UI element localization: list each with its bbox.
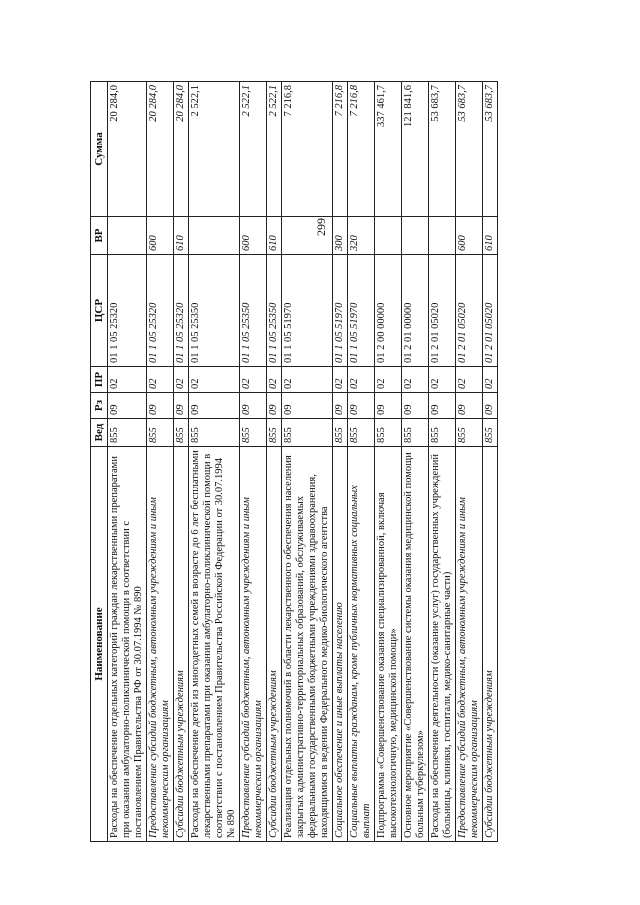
cell-pr: 02	[483, 367, 498, 393]
cell-ved: 855	[108, 419, 147, 447]
cell-rz: 09	[483, 393, 498, 419]
table-row	[189, 82, 240, 842]
cell-sum: 7 216,8	[348, 82, 375, 217]
cell-vr	[375, 217, 402, 255]
cell-csr: 01 2 01 05020	[456, 255, 483, 367]
table-row	[267, 82, 282, 842]
cell-pr: 02	[348, 367, 375, 393]
cell-name: Субсидии бюджетным учреждениям	[174, 447, 189, 842]
cell-sum: 20 284,0	[147, 82, 174, 217]
cell-name: Подпрограмма «Совершенствование оказания специализированной, включая высокотехнологичную, медицинской помощи»	[375, 447, 402, 842]
cell-name: Расходы на обеспечение отдельных категорий граждан лекарственными препаратами при оказании амбулаторно-поликлинической помощи в соответствии с постановлением Правительства РФ от 30.07.1994 № 890	[108, 447, 147, 842]
table-row	[240, 82, 267, 842]
cell-vr	[429, 217, 456, 255]
cell-rz: 09	[456, 393, 483, 419]
cell-sum: 20 284,0	[108, 82, 147, 217]
cell-sum: 2 522,1	[267, 82, 282, 217]
cell-name: Расходы на обеспечение деятельности (оказание услуг) государственных учреждений (больницы, клиники, госпитали, медико-санитарные части)	[429, 447, 456, 842]
cell-pr: 02	[267, 367, 282, 393]
header-csr: ЦСР	[91, 255, 108, 367]
cell-vr: 600	[147, 217, 174, 255]
cell-name: Расходы на обеспечение детей из многодетных семей в возрасте до 6 лет бесплатными лекарственными препаратами при оказании амбулаторно-поликлинической помощи в соответствии с постановлением Правительства Российской Федерации от 30.07.1994 № 890	[189, 447, 240, 842]
cell-pr: 02	[429, 367, 456, 393]
header-vr: ВР	[91, 217, 108, 255]
cell-ved: 855	[267, 419, 282, 447]
cell-rz: 09	[267, 393, 282, 419]
cell-ved: 855	[375, 419, 402, 447]
cell-rz: 09	[348, 393, 375, 419]
cell-ved: 855	[429, 419, 456, 447]
cell-vr	[189, 217, 240, 255]
cell-ved: 855	[282, 419, 333, 447]
header-rz: Рз	[91, 393, 108, 419]
budget-table	[90, 81, 498, 842]
cell-vr: 300	[333, 217, 348, 255]
cell-sum: 53 683,7	[483, 82, 498, 217]
header-name: Наименование	[91, 447, 108, 842]
page-number-text: 299	[314, 218, 328, 236]
table-row	[333, 82, 348, 842]
cell-csr: 01 2 01 05020	[483, 255, 498, 367]
table-row	[402, 82, 429, 842]
cell-pr: 02	[174, 367, 189, 393]
cell-ved: 855	[333, 419, 348, 447]
cell-vr: 610	[267, 217, 282, 255]
cell-sum: 7 216,8	[282, 82, 333, 217]
cell-rz: 09	[240, 393, 267, 419]
table-row	[108, 82, 147, 842]
cell-ved: 855	[189, 419, 240, 447]
cell-pr: 02	[189, 367, 240, 393]
table-row	[456, 82, 483, 842]
cell-csr: 01 1 05 51970	[348, 255, 375, 367]
cell-sum: 53 683,7	[456, 82, 483, 217]
cell-csr: 01 1 05 51970	[333, 255, 348, 367]
cell-pr: 02	[375, 367, 402, 393]
cell-sum: 2 522,1	[189, 82, 240, 217]
cell-csr: 01 1 05 25320	[147, 255, 174, 367]
cell-rz: 09	[174, 393, 189, 419]
rotated-page-content	[90, 82, 550, 842]
cell-csr: 01 2 01 05020	[429, 255, 456, 367]
cell-rz: 09	[189, 393, 240, 419]
cell-ved: 855	[147, 419, 174, 447]
cell-csr: 01 1 05 25350	[189, 255, 240, 367]
cell-csr: 01 2 00 00000	[375, 255, 402, 367]
cell-rz: 09	[402, 393, 429, 419]
table-row	[174, 82, 189, 842]
table-row	[375, 82, 402, 842]
cell-name: Предоставление субсидий бюджетным, автономным учреждениям и иным некоммерческим организациям	[456, 447, 483, 842]
cell-rz: 09	[108, 393, 147, 419]
cell-pr: 02	[333, 367, 348, 393]
header-pr: ПР	[91, 367, 108, 393]
cell-csr: 01 1 05 25320	[108, 255, 147, 367]
cell-ved: 855	[402, 419, 429, 447]
cell-vr: 610	[174, 217, 189, 255]
cell-vr	[282, 217, 333, 255]
table-row	[147, 82, 174, 842]
header-sum: Сумма	[91, 82, 108, 217]
table-row	[429, 82, 456, 842]
cell-name: Предоставление субсидий бюджетным, автономным учреждениям и иным некоммерческим организациям	[147, 447, 174, 842]
cell-ved: 855	[483, 419, 498, 447]
cell-name: Предоставление субсидий бюджетным, автономным учреждениям и иным некоммерческим организациям	[240, 447, 267, 842]
cell-name: Реализация отдельных полномочий в области лекарственного обеспечения населения закрытых административно-территориальных образований, обслуживаемых федеральными государственными бюджетными учреждениями здравоохранения, находящимися в ведении Федерального медико-биологического агентства	[282, 447, 333, 842]
table-row	[282, 82, 333, 842]
cell-vr: 600	[456, 217, 483, 255]
cell-csr: 01 1 05 51970	[282, 255, 333, 367]
cell-name: Основное мероприятие «Совершенствование системы оказания медицинской помощи больным туберкулезом»	[402, 447, 429, 842]
cell-rz: 09	[147, 393, 174, 419]
cell-rz: 09	[429, 393, 456, 419]
header-ved: Вед	[91, 419, 108, 447]
table-header-row	[91, 82, 108, 842]
cell-ved: 855	[348, 419, 375, 447]
cell-pr: 02	[240, 367, 267, 393]
cell-csr: 01 1 05 25320	[174, 255, 189, 367]
cell-rz: 09	[282, 393, 333, 419]
cell-vr: 600	[240, 217, 267, 255]
cell-pr: 02	[282, 367, 333, 393]
cell-sum: 53 683,7	[429, 82, 456, 217]
cell-name: Социальное обеспечение и иные выплаты населению	[333, 447, 348, 842]
cell-name: Социальные выплаты гражданам, кроме публичных нормативных социальных выплат	[348, 447, 375, 842]
cell-sum: 20 284,0	[174, 82, 189, 217]
cell-vr	[108, 217, 147, 255]
cell-pr: 02	[456, 367, 483, 393]
cell-ved: 855	[240, 419, 267, 447]
table-row	[348, 82, 375, 842]
cell-sum: 337 461,7	[375, 82, 402, 217]
cell-vr	[402, 217, 429, 255]
cell-name: Субсидии бюджетным учреждениям	[267, 447, 282, 842]
cell-vr: 610	[483, 217, 498, 255]
cell-pr: 02	[147, 367, 174, 393]
cell-name: Субсидии бюджетным учреждениям	[483, 447, 498, 842]
cell-rz: 09	[333, 393, 348, 419]
cell-vr: 320	[348, 217, 375, 255]
cell-csr: 01 1 05 25350	[240, 255, 267, 367]
table-body	[108, 82, 498, 842]
cell-rz: 09	[375, 393, 402, 419]
cell-sum: 2 522,1	[240, 82, 267, 217]
table-row	[483, 82, 498, 842]
cell-ved: 855	[456, 419, 483, 447]
cell-pr: 02	[402, 367, 429, 393]
cell-sum: 7 216,8	[333, 82, 348, 217]
cell-ved: 855	[174, 419, 189, 447]
cell-csr: 01 2 01 00000	[402, 255, 429, 367]
cell-csr: 01 1 05 25350	[267, 255, 282, 367]
cell-pr: 02	[108, 367, 147, 393]
cell-sum: 121 841,6	[402, 82, 429, 217]
